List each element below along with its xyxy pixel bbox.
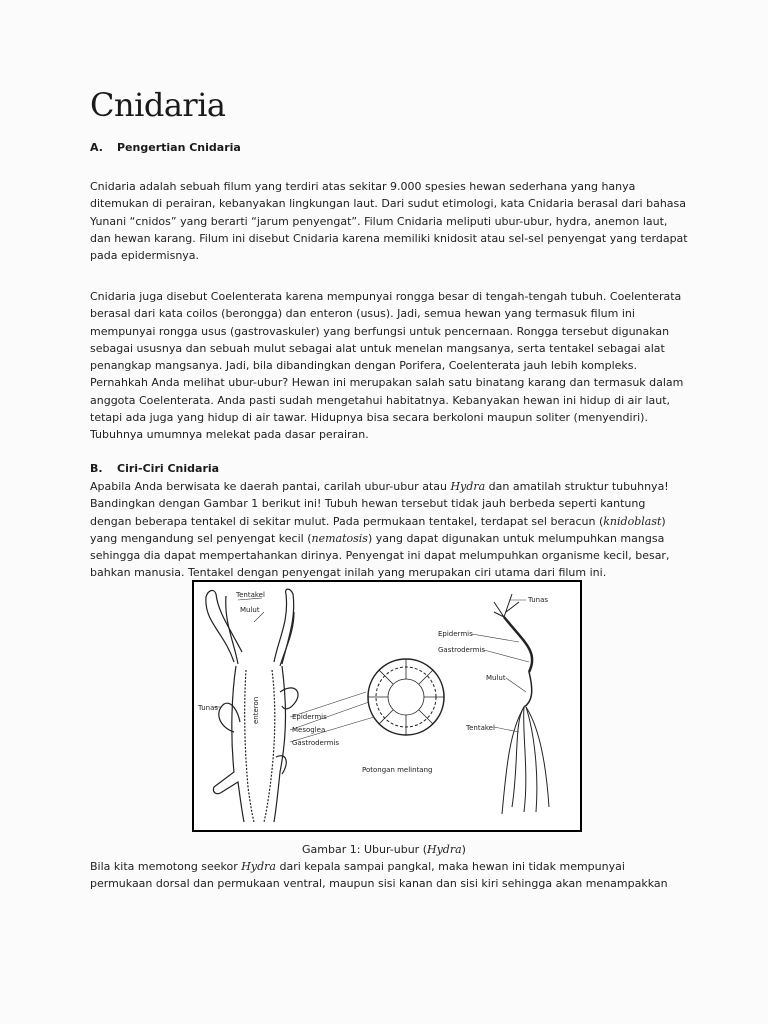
p3-text-3: ) yang mengandung sel penyengat kecil ( bbox=[90, 514, 666, 545]
section-number-a: A. bbox=[90, 141, 103, 154]
p3-text-4: ) yang dapat digunakan untuk melumpuhkan mangsa sehingga dia dapat mempertahankan dirinya. Penyengat ini dapat melumpuhkan organisme kecil, besar, bahkan manusia. Tentakel dengan penyengat inilah yang merupakan ciri utama dari filum ini. bbox=[90, 531, 670, 580]
hydra-whole-drawing bbox=[494, 594, 549, 814]
p3-text-1: Apabila Anda berwisata ke daerah pantai, carilah ubur-ubur atau bbox=[90, 480, 451, 493]
label-tentakel-left: Tentakel bbox=[236, 591, 265, 599]
section-title-b: Ciri-Ciri Cnidaria bbox=[117, 462, 220, 475]
label-gastrodermis-mid: Gastrodermis bbox=[292, 739, 340, 747]
p3-text-2: dan amatilah struktur tubuhnya! Bandingkan dengan Gambar 1 berikut ini! Tubuh hewan tersebut tidak jauh berbeda seperti kantung dengan beberapa tentakel di sekitar mulut. Pada permukaan tentakel, terdapat sel beracun ( bbox=[90, 480, 669, 528]
section-heading-b bbox=[90, 462, 219, 475]
caption-italic-hydra: Hydra bbox=[426, 843, 462, 856]
label-tunas-left: Tunas bbox=[198, 704, 219, 712]
hydra-illustration bbox=[194, 582, 580, 830]
label-tentakel-right: Tentakel bbox=[466, 724, 495, 732]
paragraph-4 bbox=[90, 858, 690, 893]
label-tunas-right: Tunas bbox=[528, 596, 549, 604]
section-title-a: Pengertian Cnidaria bbox=[117, 141, 241, 154]
paragraph-2: Cnidaria juga disebut Coelenterata karena mempunyai rongga besar di tengah-tengah tubuh. Coelenterata berasal dari kata coilos (berongga) dan enteron (usus). Jadi, semua hewan yang termasuk filum ini mempunyai rongga usus (gastrovaskuler) yang berfungsi untuk pencernaan. Rongga tersebut digunakan sebagai ususnya dan sebuah mulut sebagai alat untuk menelan mangsanya, serta tentakel sebagai alat penangkap mangsanya. Jadi, bila dibandingkan dengan Porifera, Coelenterata jauh lebih kompleks. Pernahkah Anda melihat ubur-ubur? Hewan ini merupakan salah satu binatang karang dan termasuk dalam anggota Coelenterata. Anda pasti sudah mengetahui habitatnya. Kebanyakan hewan ini hidup di air laut, tetapi ada juga yang hidup di air tawar. Hidupnya bisa secara berkoloni maupun soliter (menyendiri). Tubuhnya umumnya melekat pada dasar perairan. bbox=[90, 290, 684, 442]
section-heading-a bbox=[90, 141, 241, 154]
p4-text-2: dari kepala sampai pangkal, maka hewan ini tidak mempunyai permukaan dorsal dan permukaan ventral, maupun sisi kanan dan sisi kiri sehingga akan menampakkan bbox=[90, 860, 668, 891]
label-mulut-left: Mulut bbox=[240, 606, 260, 614]
section-number-b: B. bbox=[90, 462, 103, 475]
p3-italic-nematosis: nematosis bbox=[311, 531, 368, 545]
label-epidermis-right: Epidermis bbox=[438, 630, 473, 638]
label-mulut-right: Mulut bbox=[486, 674, 506, 682]
label-mesoglea: Mesoglea bbox=[292, 726, 326, 734]
p4-italic-hydra: Hydra bbox=[241, 860, 276, 873]
figure-caption bbox=[0, 843, 768, 856]
p4-text-1: Bila kita memotong seekor bbox=[90, 860, 242, 873]
caption-end: ) bbox=[461, 843, 466, 856]
label-enteron: enteron bbox=[252, 696, 260, 724]
page-title: Cnidaria bbox=[90, 86, 226, 124]
label-epidermis-mid: Epidermis bbox=[292, 713, 327, 721]
label-potongan-melintang: Potongan melintang bbox=[362, 766, 433, 774]
paragraph-1: Cnidaria adalah sebuah filum yang terdiri atas sekitar 9.000 spesies hewan sederhana yang hanya ditemukan di perairan, kebanyakan lingkungan laut. Dari sudut etimologi, kata Cnidaria berasal dari bahasa Yunani “cnidos” yang berarti “jarum penyengat”. Filum Cnidaria meliputi ubur-ubur, hydra, anemon laut, dan hewan karang. Filum ini disebut Cnidaria karena memiliki knidosit atau sel-sel penyengat yang terdapat pada epidermisnya. bbox=[90, 180, 688, 263]
hydra-figure bbox=[192, 580, 582, 832]
cross-section-drawing bbox=[368, 659, 444, 735]
p3-italic-hydra: Hydra bbox=[450, 480, 486, 493]
label-gastrodermis-right: Gastrodermis bbox=[438, 646, 486, 654]
paragraph-3 bbox=[90, 478, 690, 582]
caption-text: Gambar 1: Ubur-ubur ( bbox=[302, 843, 427, 856]
p3-italic-knidoblast: knidoblast bbox=[603, 514, 662, 528]
